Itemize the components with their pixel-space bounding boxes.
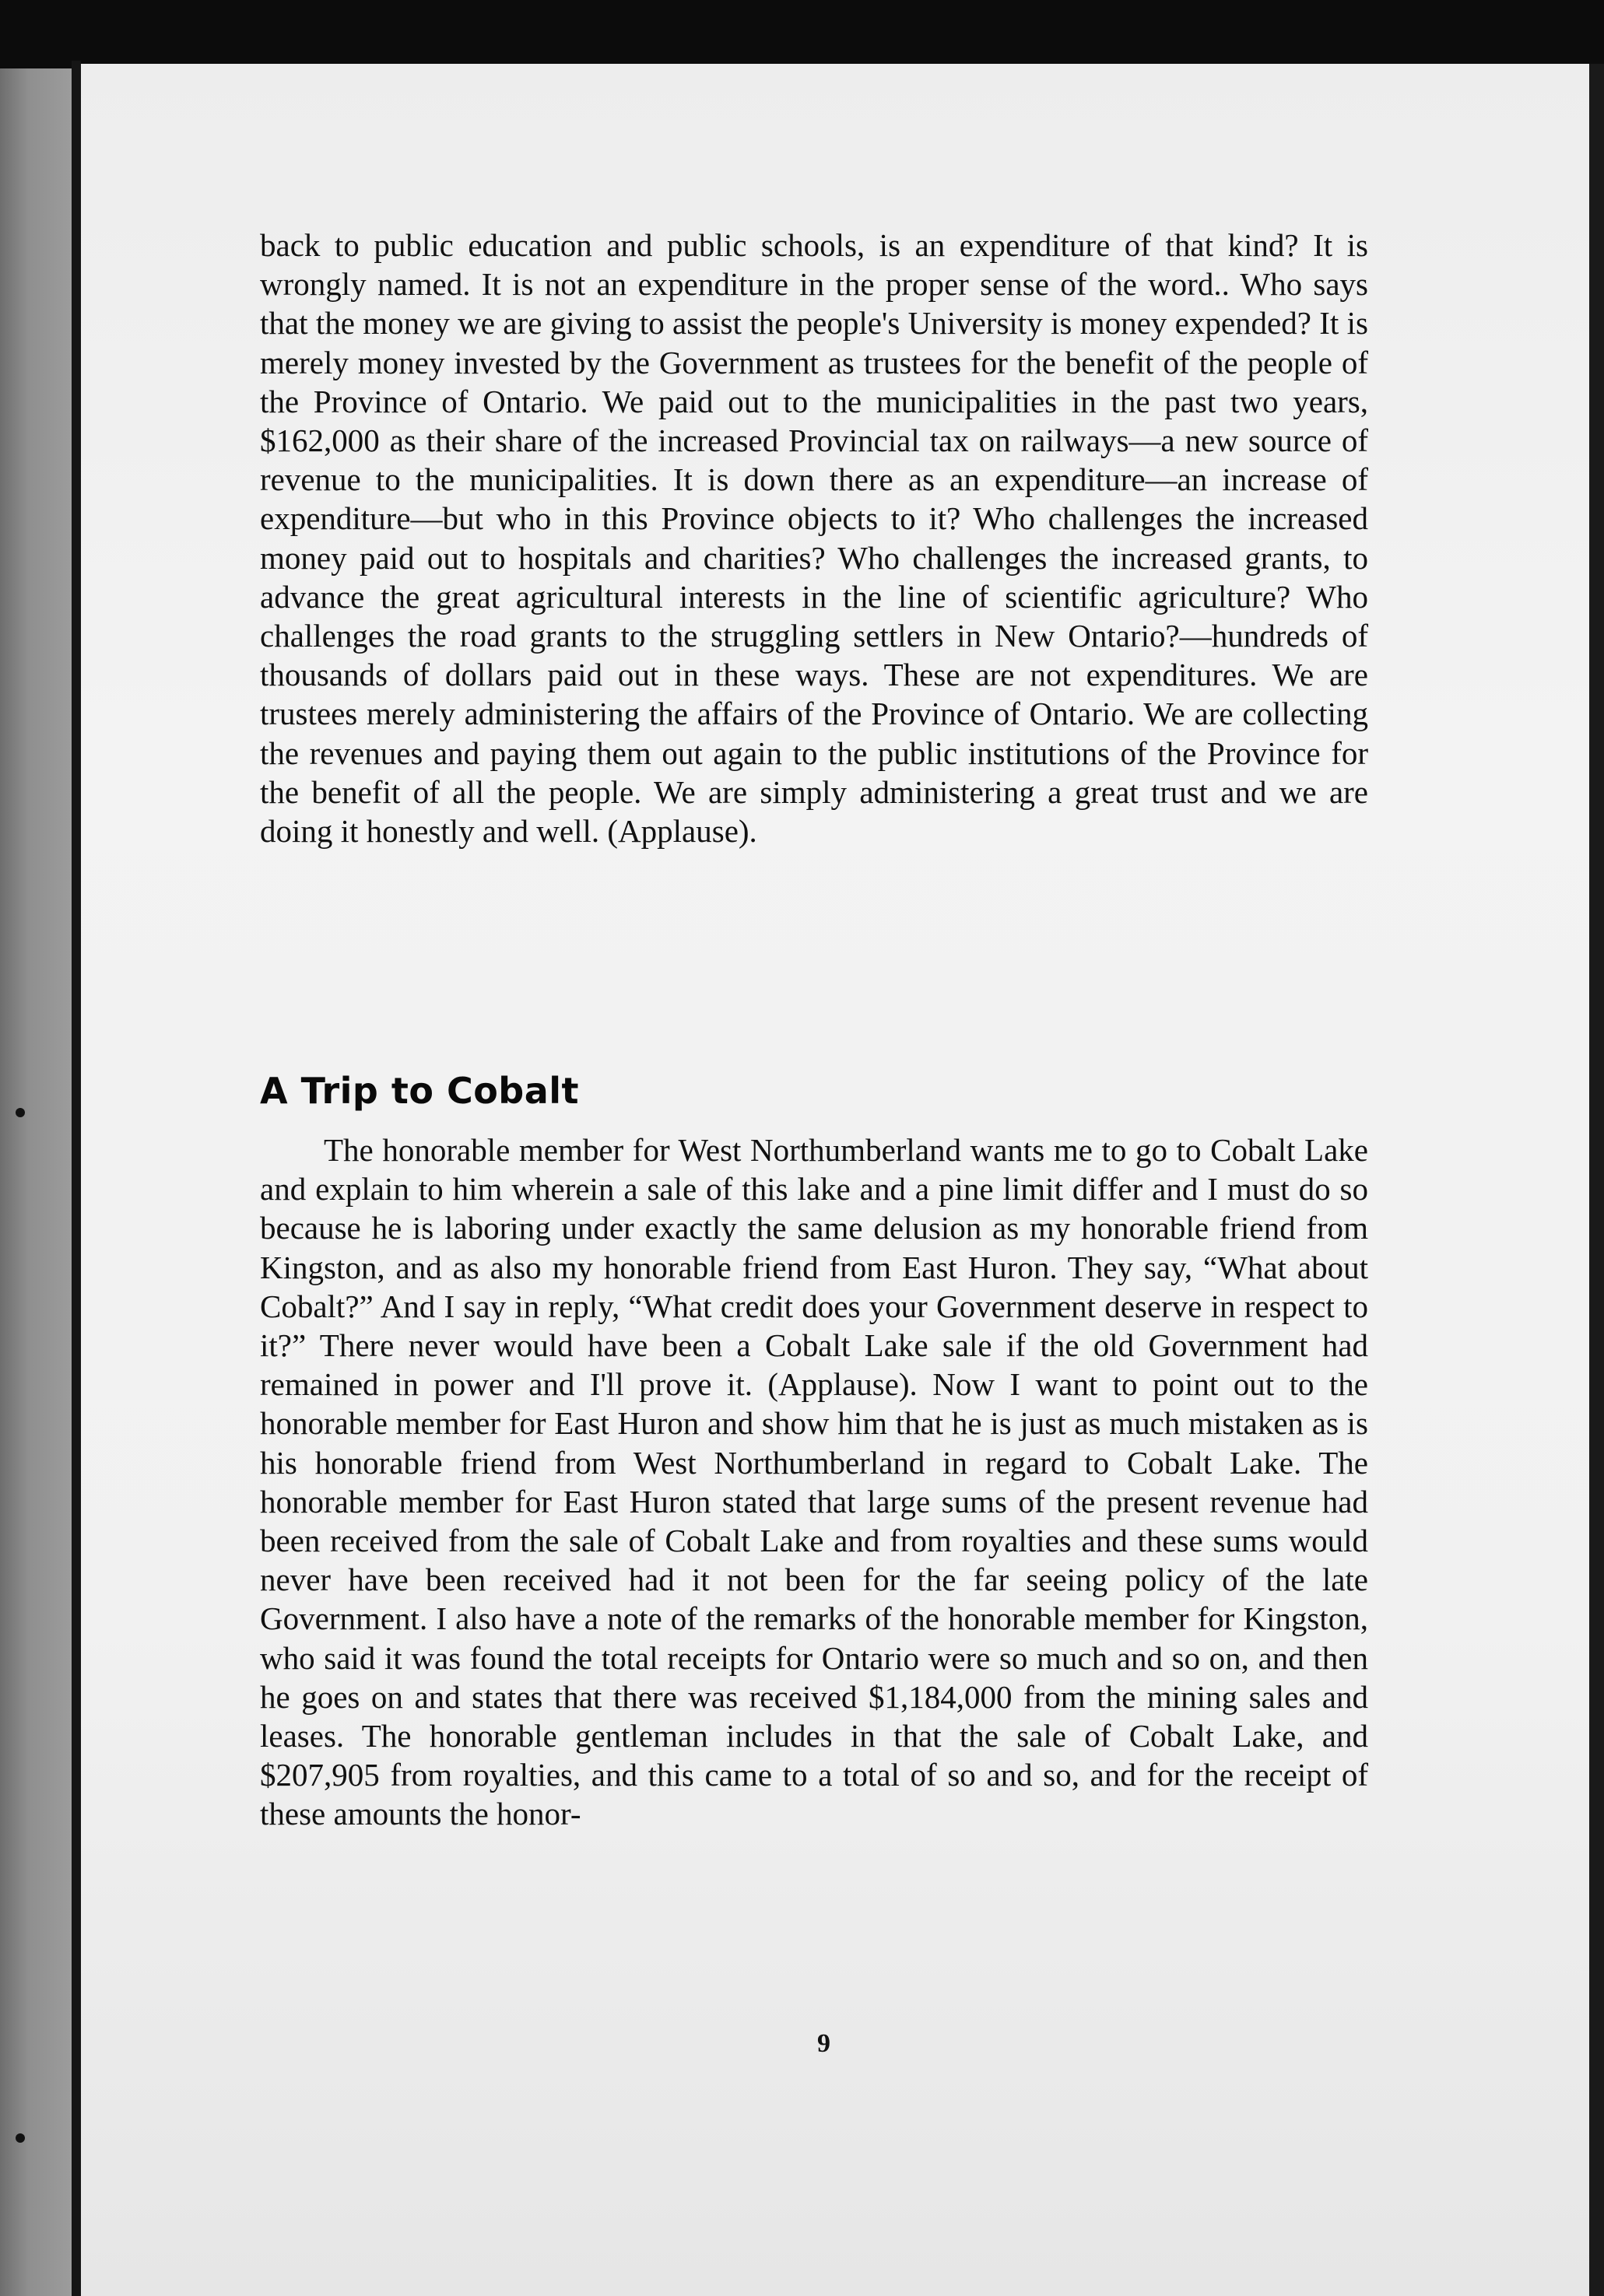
section-heading: A Trip to Cobalt bbox=[260, 1070, 580, 1112]
section-body-text bbox=[260, 1130, 1368, 1834]
book-spine bbox=[72, 61, 81, 2296]
paragraph: back to public education and public schools, is an expenditure of that kind? It is wrongly named. It is not an expenditure in the proper sense of the word.. Who says that the money we are giving to assist the people's University is money expended? It is merely money invested by the Government as trustees for the benefit of the people of the Province of Ontario. We paid out to the municipalities in the past two years, $162,000 as their share of the increased Provincial tax on railways—a new source of revenue to the municipalities. It is down there as an expenditure—an increase of expenditure—but who in this Province objects to it? Who challenges the increased money paid out to hospitals and charities? Who challenges the increased grants, to advance the great agricultural interests in the line of scientific agriculture? Who challenges the road grants to the struggling settlers in New Ontario?—hundreds of thousands of dollars paid out in these ways. These are not expenditures. We are trustees merely administering the affairs of the Province of Ontario. We are collecting the revenues and paying them out again to the public institutions of the Province for the benefit of all the people. We are simply administering a great trust and we are doing it honestly and well. (Applause). bbox=[260, 227, 1368, 850]
facing-page-edge bbox=[0, 68, 72, 2296]
margin-mark bbox=[16, 2133, 25, 2143]
paragraph: The honorable member for West Northumberland wants me to go to Cobalt Lake and explain to him wherein a sale of this lake and a pine limit differ and I must do so because he is laboring under exactly the same delusion as my honorable friend from Kingston, and as also my honorable friend from East Huron. They say, “What about Cobalt?” And I say in reply, “What credit does your Government deserve in respect to it?” There never would have been a Cobalt Lake sale if the old Government had remained in power and I'll prove it. (Applause). Now I want to point out to the honorable member for East Huron and show him that he is just as much mistaken as is his honorable friend from West Northumberland in regard to Cobalt Lake. The honorable member for East Huron stated that large sums of the present revenue had been received from the sale of Cobalt Lake and from royalties and these sums would never have been received had it not been for the far seeing policy of the late Government. I also have a note of the remarks of the honorable member for Kingston, who said it was found the total receipts for Ontario were so much and so on, and then he goes on and states that there was received $1,184,000 from the mining sales and leases. The honorable gentleman includes in that the sale of Cobalt Lake, and $207,905 from royalties, and this came to a total of so and so, and for the receipt of these amounts the honor- bbox=[260, 1132, 1368, 1832]
margin-mark bbox=[16, 1108, 25, 1117]
body-text bbox=[260, 226, 1368, 850]
page-right-edge bbox=[1589, 64, 1604, 2296]
page-number: 9 bbox=[817, 2029, 830, 2058]
